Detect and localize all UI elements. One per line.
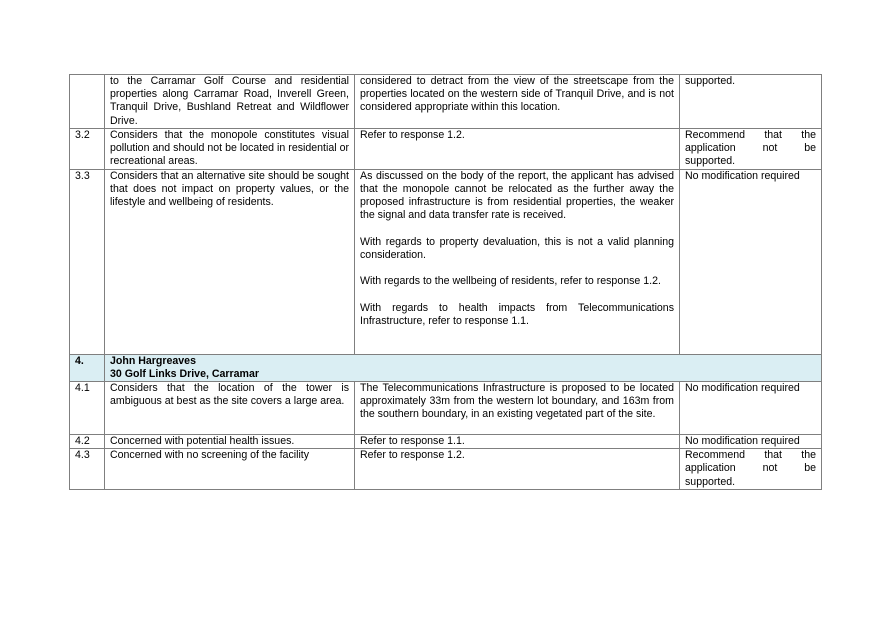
recommendation: Recommend that the application not be supported. — [680, 129, 822, 170]
item-number: 4.1 — [70, 382, 105, 435]
officer-response — [355, 435, 680, 449]
item-number: 4.2 — [70, 435, 105, 449]
officer-response — [355, 382, 680, 435]
response-paragraph: The Telecommunications Infrastructure is proposed to be located approximately 33m from the western lot boundary, and 163m from the southern boundary, in an existing vegetated part of the site. — [360, 382, 674, 421]
response-paragraph: With regards to health impacts from Telecommunications Infrastructure, refer to response 1.1. — [360, 301, 674, 327]
officer-response — [355, 449, 680, 490]
item-number — [70, 75, 105, 129]
response-paragraph: Refer to response 1.1. — [360, 435, 465, 448]
recommendation: No modification required — [680, 435, 822, 449]
submission-concern: Concerned with potential health issues. — [105, 435, 355, 449]
officer-response — [355, 169, 680, 354]
table-row — [70, 129, 822, 170]
submitter-address: 30 Golf Links Drive, Carramar — [110, 367, 259, 380]
officer-response — [355, 75, 680, 129]
table-row — [70, 169, 822, 354]
recommendation: supported. — [680, 75, 822, 129]
submission-concern: Considers that an alternative site should be sought that does not impact on property values, or the lifestyle and wellbeing of residents. — [105, 169, 355, 354]
item-number: 3.2 — [70, 129, 105, 170]
table-row — [70, 75, 822, 129]
response-paragraph: With regards to the wellbeing of residents, refer to response 1.2. — [360, 275, 661, 288]
submitter-name: John Hargreaves — [110, 354, 196, 367]
response-paragraph: Refer to response 1.2. — [360, 129, 465, 141]
recommendation: No modification required — [680, 382, 822, 435]
table-row — [70, 382, 822, 435]
recommendation: Recommend that the application not be supported. — [680, 449, 822, 490]
submitter-header-row — [70, 354, 822, 381]
response-paragraph: Refer to response 1.2. — [360, 449, 465, 462]
response-paragraph: With regards to property devaluation, this is not a valid planning consideration. — [360, 235, 674, 261]
recommendation: No modification required — [680, 169, 822, 354]
submission-concern: Concerned with no screening of the facility — [105, 449, 355, 490]
submitter-details — [105, 354, 822, 381]
submitter-number: 4. — [70, 354, 105, 381]
item-number: 3.3 — [70, 169, 105, 354]
item-number: 4.3 — [70, 449, 105, 490]
submission-concern: Considers that the monopole constitutes visual pollution and should not be located in residential or recreational areas. — [105, 129, 355, 170]
officer-response — [355, 129, 680, 170]
table-row — [70, 435, 822, 449]
submission-concern: Considers that the location of the tower is ambiguous at best as the site covers a large area. — [105, 382, 355, 435]
response-paragraph: As discussed on the body of the report, the applicant has advised that the monopole cannot be relocated as the further away the proposed infrastructure is from residential properties, the weaker the signal and data transfer rate is received. — [360, 169, 674, 222]
table-row — [70, 449, 822, 490]
submission-concern: to the Carramar Golf Course and residential properties along Carramar Road, Inverell Green, Tranquil Drive, Bushland Retreat and Wildflower Drive. — [105, 75, 355, 129]
response-paragraph: considered to detract from the view of the streetscape from the properties located on the western side of Tranquil Drive, and is not considered appropriate within this location. — [360, 75, 674, 114]
submissions-table — [69, 74, 822, 490]
